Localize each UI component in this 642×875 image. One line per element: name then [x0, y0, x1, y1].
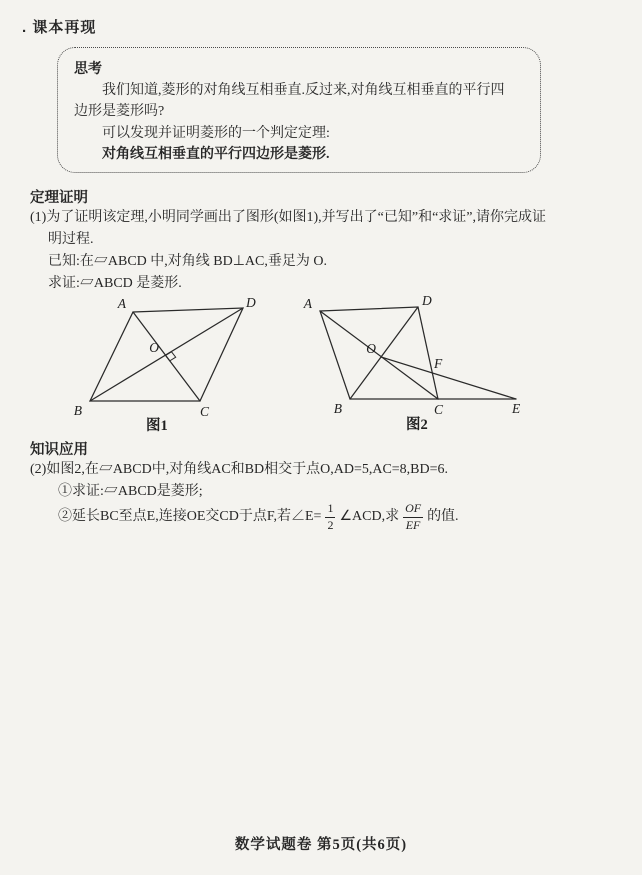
- fig2-label-d: D: [422, 293, 432, 308]
- fig1-label-b: B: [73, 403, 82, 418]
- fig2-label-o: O: [366, 341, 376, 356]
- fig2-label-a: A: [303, 296, 312, 311]
- fraction-numerator: 1: [325, 502, 335, 518]
- fig1-label-o: O: [149, 340, 159, 355]
- fig2-label-b: B: [333, 401, 342, 416]
- think-box-line3: 可以发现并证明菱形的一个判定定理:: [102, 125, 330, 141]
- fraction-of-ef: [403, 502, 423, 533]
- think-box-theorem: 对角线互相垂直的平行四边形是菱形.: [102, 147, 330, 162]
- fig2-caption: 图2: [406, 417, 428, 433]
- application-item2-mid: ∠ACD,求: [339, 509, 400, 524]
- fig1-label-d: D: [246, 295, 256, 310]
- application-item2-pre: ②延长BC至点E,连接OE交CD于点F,若∠E=: [58, 509, 322, 524]
- fig2-diagonal-ac: [320, 311, 438, 399]
- fraction-one-half: [325, 502, 335, 533]
- fig1-label-c: C: [200, 404, 210, 419]
- application-line1: (2)如图2,在▱ABCD中,对角线AC和BD相交于点O,AD=5,AC=8,BD=6.: [30, 462, 449, 477]
- theorem-known-line: 已知:在▱ABCD 中,对角线 BD⊥AC,垂足为 O.: [48, 254, 327, 269]
- theorem-prove-line: 求证:▱ABCD 是菱形.: [48, 276, 182, 291]
- fig2-line-oe: [381, 357, 516, 399]
- application-item2: [58, 500, 459, 534]
- figure-2: [298, 292, 566, 436]
- page-title: . 课本再现: [22, 19, 97, 36]
- fraction-numerator: OF: [403, 502, 423, 518]
- fig1-label-a: A: [117, 296, 126, 311]
- think-box: [57, 47, 541, 173]
- fraction-denominator: EF: [405, 517, 421, 532]
- fraction-denominator: 2: [327, 517, 334, 532]
- think-box-title: 思考: [74, 60, 102, 76]
- theorem-proof-line1: (1)为了证明该定理,小明同学画出了图形(如图1),并写出了“已知”和“求证”,请你完成证: [30, 210, 547, 225]
- think-box-line2: 边形是菱形吗?: [74, 104, 165, 119]
- fig2-label-e: E: [512, 401, 521, 416]
- think-box-line1: 我们知道,菱形的对角线互相垂直.反过来,对角线互相垂直的平行四: [102, 82, 505, 98]
- fig2-label-c: C: [434, 402, 444, 417]
- figure-1: [58, 294, 293, 436]
- application-item2-post: 的值.: [427, 509, 459, 524]
- fig1-caption: 图1: [146, 418, 168, 434]
- page-footer: 数学试题卷 第5页(共6页): [234, 837, 408, 853]
- application-item1: ①求证:▱ABCD是菱形;: [58, 484, 203, 499]
- theorem-proof-line2: 明过程.: [48, 232, 94, 247]
- application-heading: 知识应用: [30, 442, 88, 458]
- theorem-proof-heading: 定理证明: [30, 190, 88, 206]
- fig2-label-f: F: [434, 356, 443, 371]
- fig2-diagonal-bd: [350, 307, 418, 399]
